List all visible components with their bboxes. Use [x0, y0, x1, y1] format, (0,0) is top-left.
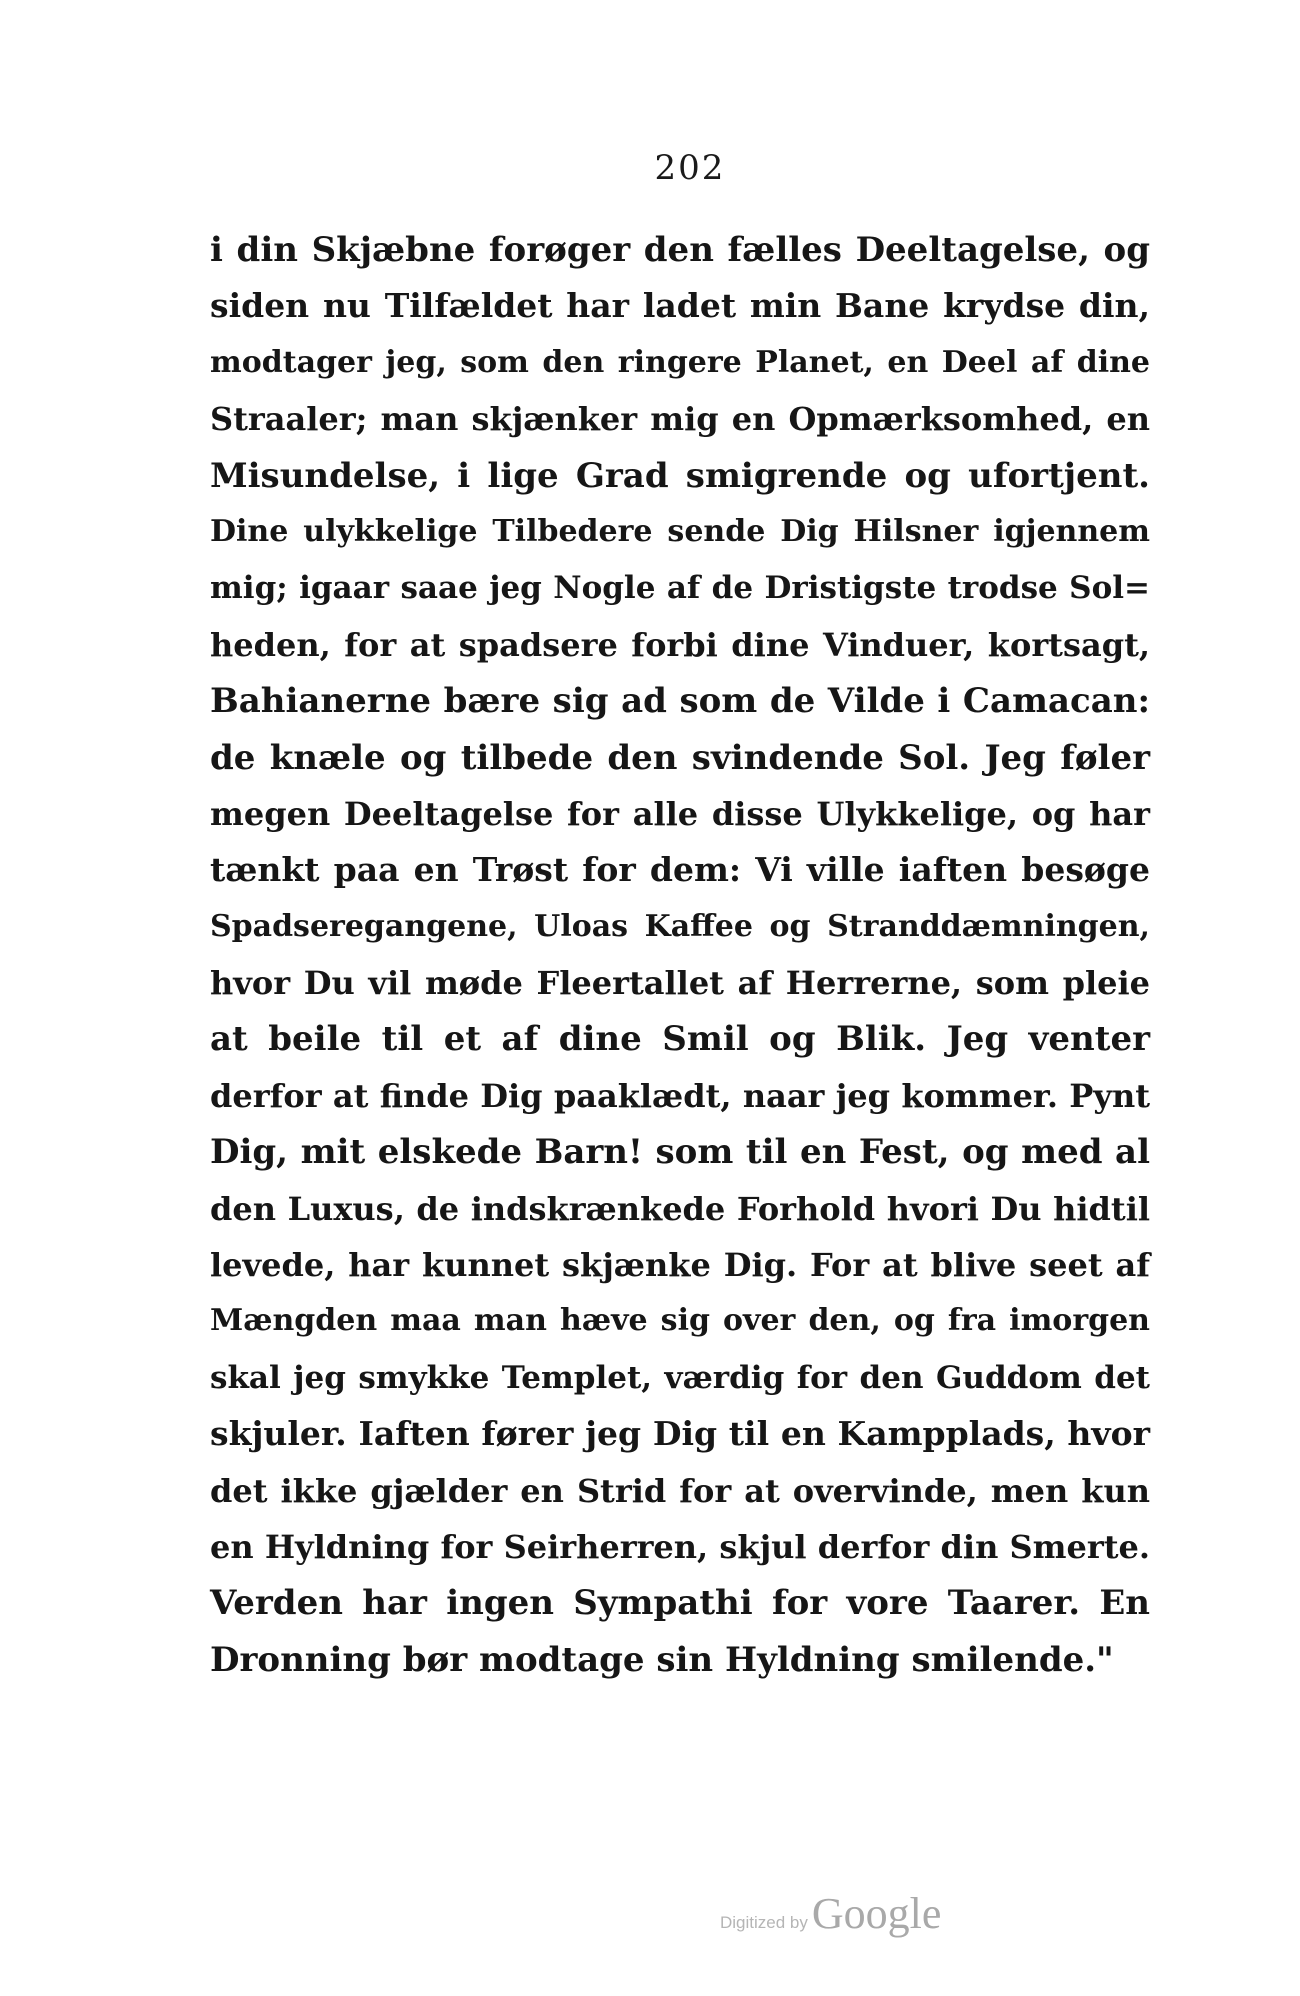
body-text — [210, 222, 1150, 1688]
text-line: Dine ulykkelige Tilbedere sende Dig Hilsner igjennem — [210, 513, 1150, 549]
text-line: siden nu Tilfældet har ladet min Bane krydse din, — [210, 286, 1150, 326]
text-line: Straaler; man skjænker mig en Opmærksomhed, en — [210, 400, 1150, 439]
text-line: skal jeg smykke Templet, værdig for den Guddom det — [210, 1359, 1150, 1396]
text-line: mig; igaar saae jeg Nogle af de Dristigste trodse Sol= — [210, 570, 1150, 607]
text-line: skjuler. Iaften fører jeg Dig til en Kampplads, hvor — [210, 1414, 1150, 1454]
text-line: de knæle og tilbede den svindende Sol. Jeg føler — [210, 737, 1150, 778]
digitization-watermark — [720, 1888, 941, 1939]
text-line: Spadseregangene, Uloas Kaffee og Stranddæmningen, — [210, 908, 1150, 944]
text-line: en Hyldning for Seirherren, skjul derfor din Smerte. — [210, 1527, 1150, 1566]
text-line: at beile til et af dine Smil og Blik. Jeg venter — [210, 1019, 1150, 1060]
text-line: i din Skjæbne forøger den fælles Deeltagelse, og — [210, 230, 1150, 270]
text-line: det ikke gjælder en Strid for at overvinde, men kun — [210, 1471, 1150, 1510]
page-number: 202 — [654, 148, 726, 188]
watermark-prefix: Digitized by — [720, 1913, 808, 1932]
google-logo: Google — [811, 1889, 942, 1938]
text-line: hvor Du vil møde Fleertallet af Herrerne, som pleie — [210, 964, 1150, 1003]
text-line: Dronning bør modtage sin Hyldning smilende." — [210, 1639, 1114, 1680]
text-line: Misundelse, i lige Grad smigrende og ufortjent. — [210, 455, 1150, 496]
text-line: Mængden maa man hæve sig over den, og fra imorgen — [210, 1303, 1150, 1339]
text-line: modtager jeg, som den ringere Planet, en Deel af dine — [210, 344, 1150, 380]
text-line: Dig, mit elskede Barn! som til en Fest, og med al — [210, 1132, 1150, 1173]
text-line: derfor at finde Dig paaklædt, naar jeg kommer. Pynt — [210, 1076, 1150, 1115]
text-line: tænkt paa en Trøst for dem: Vi ville iaften besøge — [210, 850, 1150, 890]
text-line: levede, har kunnet skjænke Dig. For at blive seet af — [210, 1246, 1150, 1285]
text-line: den Luxus, de indskrænkede Forhold hvori Du hidtil — [210, 1189, 1150, 1228]
text-line: heden, for at spadsere forbi dine Vinduer, kortsagt, — [210, 625, 1150, 664]
text-line: Verden har ingen Sympathi for vore Taarer. En — [210, 1583, 1150, 1624]
text-line: megen Deeltagelse for alle disse Ulykkelige, og har — [210, 794, 1150, 833]
text-line: Bahianerne bære sig ad som de Vilde i Camacan: — [210, 681, 1150, 722]
